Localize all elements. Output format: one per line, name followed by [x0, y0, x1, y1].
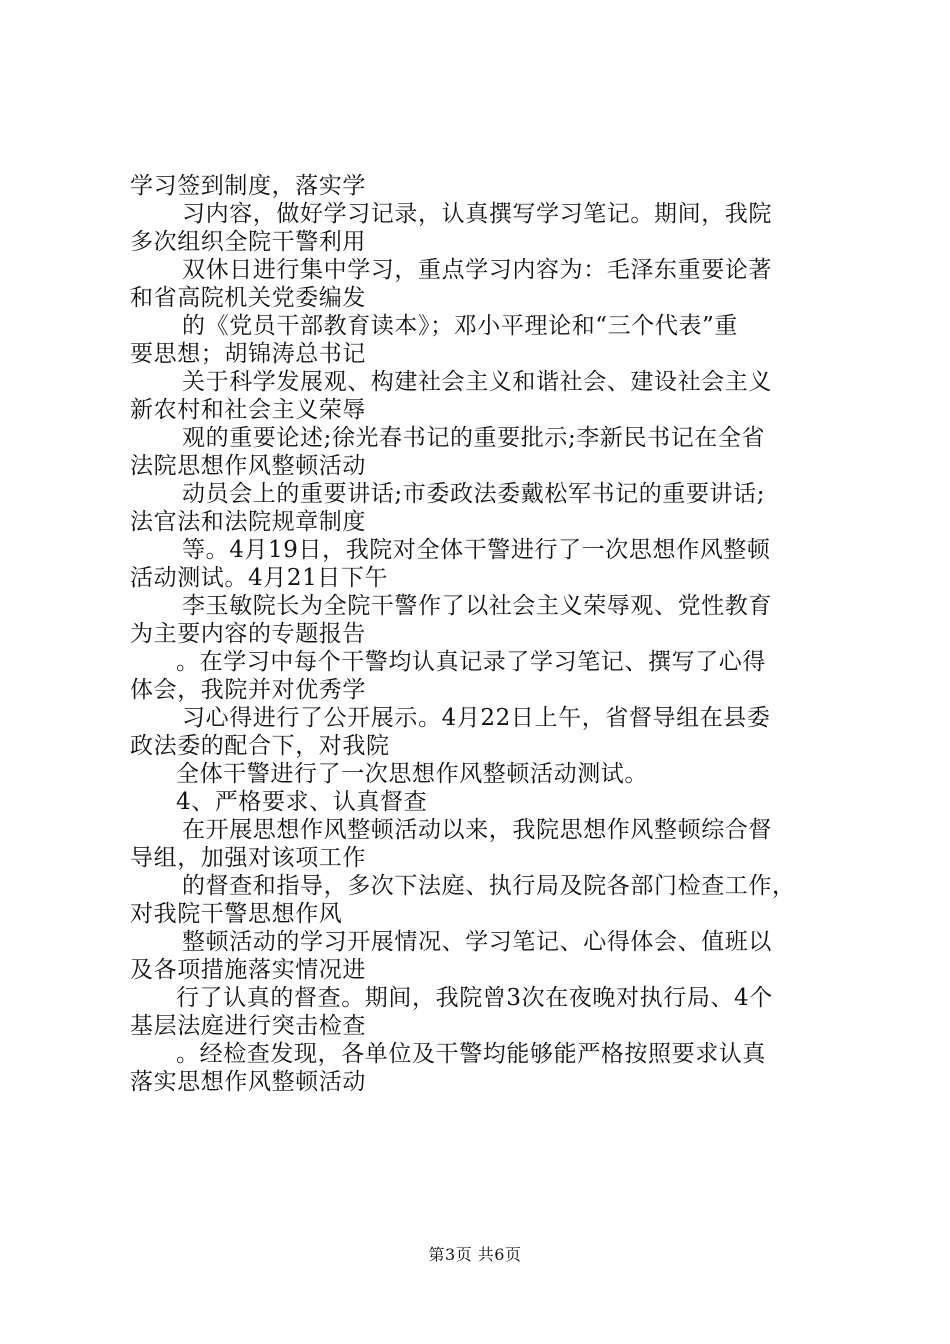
document-body	[130, 172, 850, 1096]
text-line: 行了认真的督查。期间，我院曾3次在夜晚对执行局、4个	[176, 985, 773, 1011]
text-line: 学习签到制度，落实学	[130, 173, 366, 199]
text-line: 关于科学发展观、构建社会主义和谐社会、建设社会主义	[182, 369, 772, 395]
text-line: 体会，我院并对优秀学	[130, 677, 366, 703]
section-heading: 4、严格要求、认真督查	[176, 789, 428, 815]
page-number: 第3页 共6页	[428, 1245, 522, 1264]
text-line: 李玉敏院长为全院干警作了以社会主义荣辱观、党性教育	[182, 593, 772, 619]
text-line: 双休日进行集中学习，重点学习内容为：毛泽东重要论著	[182, 257, 772, 283]
text-line: 。在学习中每个干警均认真记录了学习笔记、撰写了心得	[176, 649, 766, 675]
text-line: 法院思想作风整顿活动	[130, 453, 366, 479]
text-line: 活动测试。4月21日下午	[130, 565, 389, 591]
text-line: 。经检查发现，各单位及干警均能够能严格按照要求认真	[176, 1041, 766, 1067]
text-line: 政法委的配合下，对我院	[130, 733, 390, 759]
text-line: 和省高院机关党委编发	[130, 285, 366, 311]
text-line: 落实思想作风整顿活动	[130, 1069, 366, 1095]
text-line: 导组，加强对该项工作	[130, 845, 366, 871]
text-line: 多次组织全院干警利用	[130, 229, 366, 255]
text-line: 的督查和指导，多次下法庭、执行局及院各部门检查工作，	[182, 873, 796, 899]
text-line: 整顿活动的学习开展情况、学习笔记、心得体会、值班以	[182, 929, 772, 955]
text-line: 全体干警进行了一次思想作风整顿活动测试。	[176, 761, 648, 787]
text-line: 及各项措施落实情况进	[130, 957, 366, 983]
text-line: 习内容，做好学习记录，认真撰写学习笔记。期间，我院	[182, 201, 772, 227]
text-line: 动员会上的重要讲话;市委政法委戴松军书记的重要讲话;	[182, 481, 766, 507]
text-line: 等。4月19日，我院对全体干警进行了一次思想作风整顿	[182, 537, 771, 563]
text-line: 新农村和社会主义荣辱	[130, 397, 366, 423]
text-line: 基层法庭进行突击检查	[130, 1013, 366, 1039]
text-line: 观的重要论述;徐光春书记的重要批示;李新民书记在全省	[182, 425, 766, 451]
text-line: 法官法和法院规章制度	[130, 509, 366, 535]
text-line: 为主要内容的专题报告	[130, 621, 366, 647]
text-line: 对我院干警思想作风	[130, 901, 343, 927]
text-line: 在开展思想作风整顿活动以来，我院思想作风整顿综合督	[182, 817, 772, 843]
text-line: 的《党员干部教育读本》；邓小平理论和“三个代表”重	[182, 313, 739, 339]
text-line: 要思想；胡锦涛总书记	[130, 341, 366, 367]
text-line: 习心得进行了公开展示。4月22日上午，省督导组在县委	[182, 705, 771, 731]
